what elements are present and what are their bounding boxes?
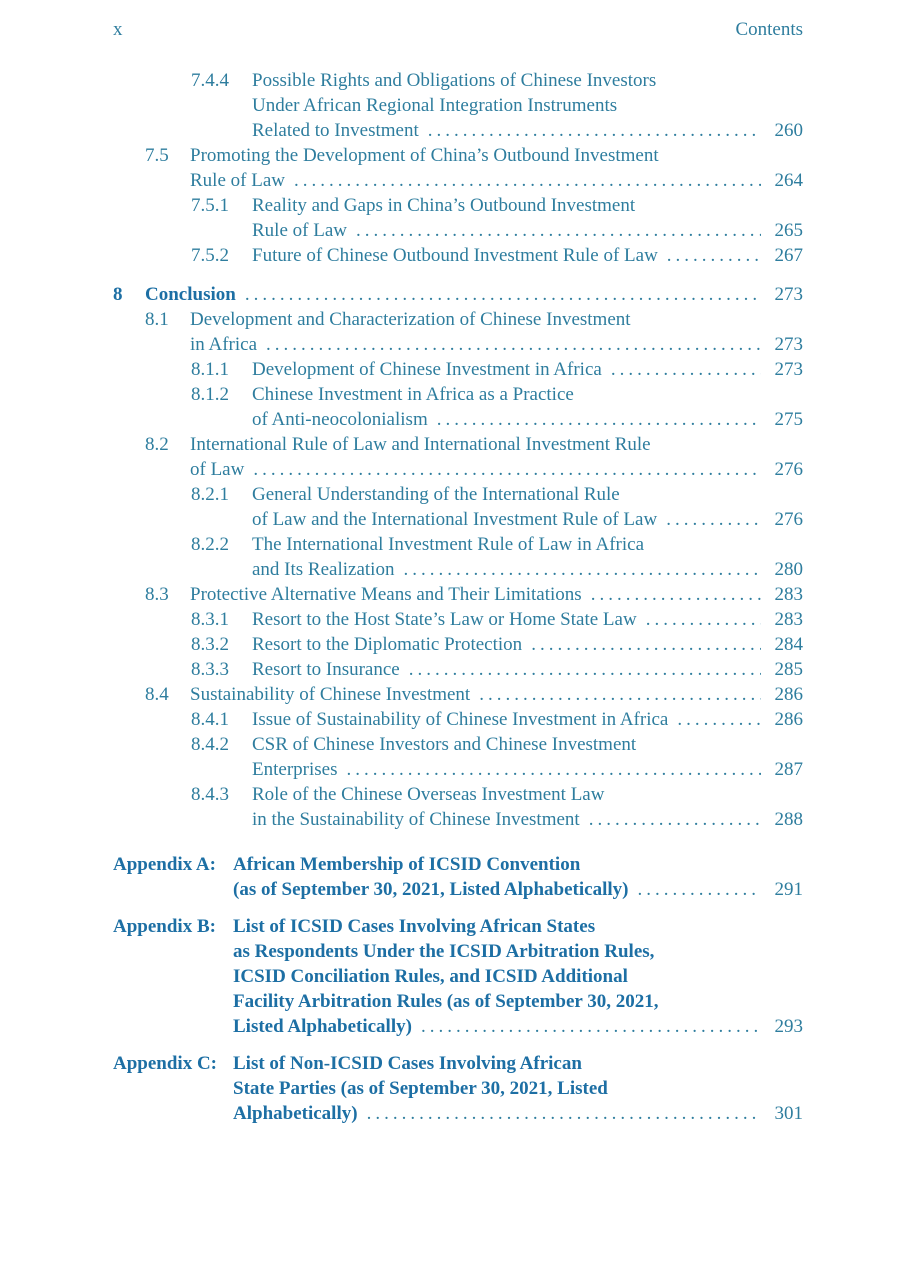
toc-entry-appendix-a (113, 852, 803, 902)
toc-entry-number: Appendix B: (113, 916, 216, 937)
toc-entry-page-number: 273 (774, 284, 803, 305)
toc-entry-page-number: 273 (774, 334, 803, 355)
toc-entry-number: 8.2 (145, 434, 169, 455)
toc-entry-8.2.2 (191, 532, 803, 582)
toc-entry-title (252, 193, 803, 243)
dot-leader (589, 807, 761, 832)
toc-entry-page-number: 267 (774, 245, 803, 266)
toc-entry-page-number: 286 (774, 709, 803, 730)
toc-entry-title-line (252, 507, 803, 532)
toc-entry-7.5.1 (191, 193, 803, 243)
toc-entry-page-number: 284 (774, 634, 803, 655)
dot-leader (266, 332, 761, 357)
toc-entry-title-line (252, 243, 803, 268)
toc-entry-title-text: Resort to the Host State’s Law or Home State Law (252, 609, 637, 630)
toc-entry-title (252, 243, 803, 268)
toc-entry-title (233, 914, 803, 1039)
toc-entry-title (252, 382, 803, 432)
toc-entry-page-number: 285 (774, 659, 803, 680)
toc-entry-title-line (252, 407, 803, 432)
page-header (113, 17, 803, 42)
dot-leader (437, 407, 761, 432)
toc-entry-title (145, 282, 803, 307)
toc-entry-page-number: 291 (774, 879, 803, 900)
toc-entry-page-number: 273 (774, 359, 803, 380)
toc-entry-title-text: and Its Realization (252, 559, 395, 580)
toc-entry-number: 8.3.3 (191, 659, 229, 680)
toc-entry-title (190, 143, 803, 193)
toc-entry-title-line (252, 632, 803, 657)
toc-entry-title-line (252, 118, 803, 143)
toc-entry-title-line (252, 607, 803, 632)
toc-entry-title-text: in Africa (190, 334, 258, 355)
toc-entry-title-line: Facility Arbitration Rules (as of September 30, 2021, (233, 991, 659, 1012)
toc-entry-number: 8 (113, 284, 123, 305)
dot-leader (637, 877, 761, 902)
toc-entry-8.1.2 (191, 382, 803, 432)
toc-entry-8.3.2 (191, 632, 803, 657)
toc-entry-number: 8.4.1 (191, 709, 229, 730)
toc-entry-title (233, 1051, 803, 1126)
dot-leader (667, 243, 761, 268)
toc-entry-title-line: Under African Regional Integration Instruments (252, 95, 618, 116)
toc-entry-title (252, 607, 803, 632)
dot-leader (253, 457, 761, 482)
toc-entry-title-text: Future of Chinese Outbound Investment Rule of Law (252, 245, 658, 266)
toc-entry-title-line: ICSID Conciliation Rules, and ICSID Additional (233, 966, 628, 987)
toc-entry-title-line: Development and Characterization of Chinese Investment (190, 309, 631, 330)
toc-list (113, 68, 803, 1126)
toc-entry-title-line: General Understanding of the International Rule (252, 484, 620, 505)
toc-entry-title-line: State Parties (as of September 30, 2021, Listed (233, 1078, 608, 1099)
toc-entry-title-line (252, 218, 803, 243)
toc-entry-number: Appendix A: (113, 854, 216, 875)
toc-entry-page-number: 275 (774, 409, 803, 430)
toc-entry-page-number: 280 (774, 559, 803, 580)
toc-entry-8.3 (145, 582, 803, 607)
toc-entry-number: Appendix C: (113, 1053, 217, 1074)
toc-entry-number: 8.2.2 (191, 534, 229, 555)
toc-entry-8.4 (145, 682, 803, 707)
toc-entry-number: 8.3.1 (191, 609, 229, 630)
toc-entry-title-text: Resort to the Diplomatic Protection (252, 634, 523, 655)
dot-leader (611, 357, 761, 382)
dot-leader (666, 507, 761, 532)
toc-entry-page-number: 283 (774, 609, 803, 630)
toc-entry-number: 8.4 (145, 684, 169, 705)
toc-entry-number: 7.5.2 (191, 245, 229, 266)
toc-entry-title-text: Issue of Sustainability of Chinese Investment in Africa (252, 709, 669, 730)
toc-entry-title-text: Rule of Law (190, 170, 285, 191)
toc-entry-title-line (252, 657, 803, 682)
dot-leader (591, 582, 761, 607)
toc-entry-title-line (252, 807, 803, 832)
dot-leader (367, 1101, 761, 1126)
toc-entry-page-number: 265 (774, 220, 803, 241)
toc-entry-appendix-b (113, 914, 803, 1039)
toc-entry-7.4.4 (191, 68, 803, 143)
dot-leader (294, 168, 761, 193)
toc-entry-title (233, 852, 803, 902)
toc-entry-number: 8.4.3 (191, 784, 229, 805)
toc-entry-8.2.1 (191, 482, 803, 532)
toc-entry-title-line: Possible Rights and Obligations of Chinese Investors (252, 70, 657, 91)
toc-entry-appendix-c (113, 1051, 803, 1126)
toc-entry-8.1 (145, 307, 803, 357)
toc-entry-title-line: The International Investment Rule of Law in Africa (252, 534, 645, 555)
toc-entry-page-number: 264 (774, 170, 803, 191)
toc-entry-number: 8.1.1 (191, 359, 229, 380)
toc-entry-title-line (252, 757, 803, 782)
toc-entry-number: 8.3.2 (191, 634, 229, 655)
toc-entry-number: 8.1.2 (191, 384, 229, 405)
toc-entry-title-text: of Anti-neocolonialism (252, 409, 428, 430)
toc-entry-number: 8.1 (145, 309, 169, 330)
dot-leader (403, 557, 761, 582)
toc-entry-page-number: 276 (774, 509, 803, 530)
toc-entry-title-line (190, 332, 803, 357)
page-number-marker: x (113, 19, 123, 40)
toc-entry-title-line: Reality and Gaps in China’s Outbound Investment (252, 195, 636, 216)
toc-entry-title-line: International Rule of Law and International Investment Rule (190, 434, 651, 455)
toc-entry-title-text: (as of September 30, 2021, Listed Alphabetically) (233, 879, 629, 900)
dot-leader (479, 682, 761, 707)
toc-entry-title (190, 432, 803, 482)
toc-entry-title-text: Conclusion (145, 284, 236, 305)
toc-entry-title (252, 707, 803, 732)
toc-entry-8 (113, 282, 803, 307)
toc-entry-page-number: 288 (774, 809, 803, 830)
toc-entry-title-line: as Respondents Under the ICSID Arbitration Rules, (233, 941, 655, 962)
toc-entry-title (252, 532, 803, 582)
toc-entry-page-number: 283 (774, 584, 803, 605)
toc-entry-title-text: Rule of Law (252, 220, 347, 241)
toc-entry-title (252, 782, 803, 832)
toc-entry-title-line (252, 357, 803, 382)
toc-entry-page-number: 287 (774, 759, 803, 780)
dot-leader (531, 632, 761, 657)
running-title: Contents (735, 19, 803, 40)
toc-entry-title-text: Enterprises (252, 759, 338, 780)
toc-entry-title-line (190, 168, 803, 193)
toc-entry-7.5 (145, 143, 803, 193)
toc-entry-title-line (145, 282, 803, 307)
toc-entry-title-text: Protective Alternative Means and Their Limitations (190, 584, 582, 605)
toc-entry-title-text: of Law (190, 459, 245, 480)
toc-entry-title-text: Sustainability of Chinese Investment (190, 684, 471, 705)
toc-entry-title-line (190, 582, 803, 607)
toc-entry-title-text: of Law and the International Investment Rule of Law (252, 509, 658, 530)
toc-entry-7.5.2 (191, 243, 803, 268)
toc-entry-title-text: Resort to Insurance (252, 659, 400, 680)
toc-entry-page-number: 301 (774, 1103, 803, 1124)
toc-entry-title-line (233, 1101, 803, 1126)
toc-entry-number: 8.2.1 (191, 484, 229, 505)
toc-entry-title (190, 307, 803, 357)
toc-entry-title (190, 582, 803, 607)
toc-entry-title-line (190, 457, 803, 482)
dot-leader (245, 282, 761, 307)
toc-entry-title-line: Chinese Investment in Africa as a Practice (252, 384, 574, 405)
dot-leader (356, 218, 761, 243)
toc-entry-title-line (233, 877, 803, 902)
toc-entry-title-line (252, 707, 803, 732)
toc-entry-8.3.1 (191, 607, 803, 632)
dot-leader (409, 657, 761, 682)
toc-entry-title-line: List of ICSID Cases Involving African States (233, 916, 596, 937)
toc-entry-number: 7.5 (145, 145, 169, 166)
toc-entry-page-number: 260 (774, 120, 803, 141)
toc-entry-title-line (190, 682, 803, 707)
toc-entry-title-text: in the Sustainability of Chinese Investment (252, 809, 580, 830)
toc-entry-8.4.1 (191, 707, 803, 732)
toc-entry-title (252, 357, 803, 382)
toc-entry-title (252, 68, 803, 143)
toc-entry-title-line (252, 557, 803, 582)
toc-entry-title-text: Development of Chinese Investment in Africa (252, 359, 602, 380)
dot-leader (421, 1014, 761, 1039)
toc-entry-title-text: Related to Investment (252, 120, 419, 141)
toc-entry-8.4.2 (191, 732, 803, 782)
toc-entry-8.1.1 (191, 357, 803, 382)
dot-leader (677, 707, 761, 732)
toc-entry-8.4.3 (191, 782, 803, 832)
toc-entry-page-number: 286 (774, 684, 803, 705)
toc-entry-title-text: Alphabetically) (233, 1103, 358, 1124)
toc-entry-page-number: 276 (774, 459, 803, 480)
toc-entry-title (252, 732, 803, 782)
toc-entry-8.2 (145, 432, 803, 482)
toc-entry-8.3.3 (191, 657, 803, 682)
toc-entry-title-line: Promoting the Development of China’s Outbound Investment (190, 145, 659, 166)
toc-entry-title-line: List of Non-ICSID Cases Involving African (233, 1053, 582, 1074)
toc-entry-title (190, 682, 803, 707)
toc-entry-number: 8.3 (145, 584, 169, 605)
toc-entry-title-line: Role of the Chinese Overseas Investment Law (252, 784, 605, 805)
toc-entry-title (252, 657, 803, 682)
toc-entry-title-line (233, 1014, 803, 1039)
dot-leader (428, 118, 761, 143)
toc-entry-title-text: Listed Alphabetically) (233, 1016, 412, 1037)
dot-leader (646, 607, 761, 632)
toc-entry-title-line: African Membership of ICSID Convention (233, 854, 581, 875)
toc-entry-number: 8.4.2 (191, 734, 229, 755)
toc-entry-number: 7.5.1 (191, 195, 229, 216)
toc-entry-title (252, 632, 803, 657)
toc-entry-number: 7.4.4 (191, 70, 229, 91)
dot-leader (346, 757, 761, 782)
toc-entry-title (252, 482, 803, 532)
toc-entry-page-number: 293 (774, 1016, 803, 1037)
toc-entry-title-line: CSR of Chinese Investors and Chinese Investment (252, 734, 637, 755)
